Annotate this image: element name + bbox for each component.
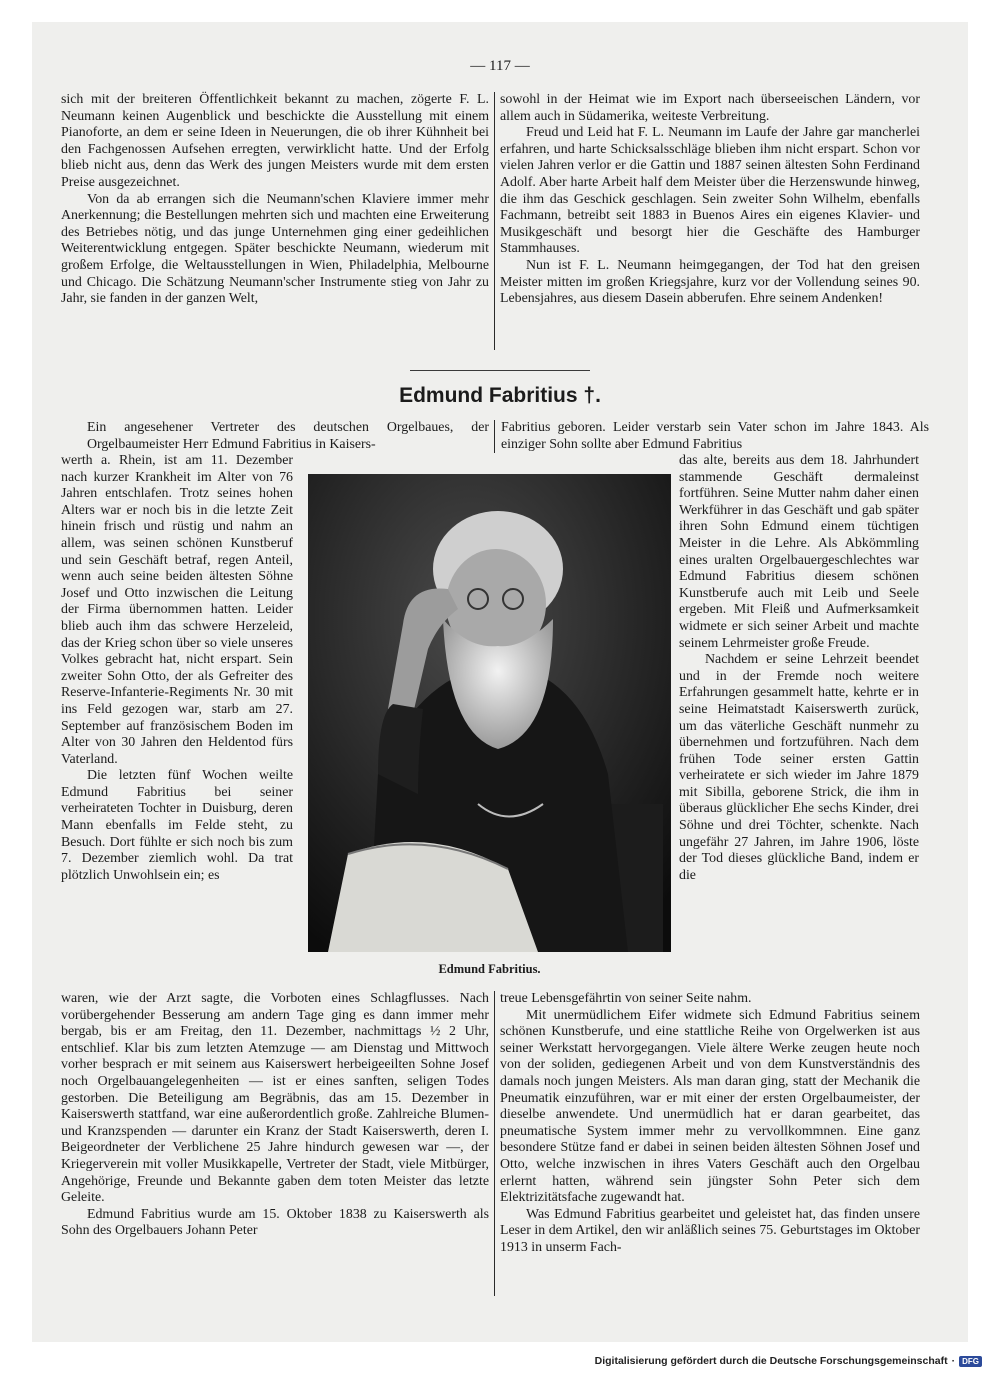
paragraph: sowohl in der Heimat wie im Export nach überseeischen Ländern, vor allem auch in Südamerika, weiteste Verbreitung.: [500, 92, 920, 124]
paragraph: Nachdem er seine Lehrzeit beendet und in der Fremde noch weitere Erfahrungen gesammelt hatte, kehrte er in seine Heimatstadt Kaiserswerth zurück, um das väterliche Geschäft nunmehr zu übernehmen und fortzuführen. Nach dem frühen Tode seiner ersten Gattin verheiratete er sich wieder im Jahre 1879 mit Sibilla, geborene Strick, die ihm in überaus glücklicher Ehe sechs Kinder, drei Söhne und drei Töchter, schenkte. Nach ungefähr 27 Jahren, im Jahre 1906, löste der Tod dieses glückliche Band, indem er die: [679, 652, 919, 883]
narrow-left-column: [61, 453, 293, 884]
paragraph: werth a. Rhein, ist am 11. Dezember nach kurzer Krankheit im Alter von 76 Jahren entschlafen. Trotz seines hohen Alters war er noch bis in die letzte Zeit hinein frisch und rüstig und nahm an allem, was seinen schönen Kunstberuf und sein Geschäft betraf, regen Anteil, wenn auch seine beiden ältesten Söhne Josef und Otto inzwischen die Leitung der Firma übernommen hatten. Leider blieb auch ihm das schwere Herzeleid, das der Krieg schon über so viele unseres Volkes gebracht hat, nicht erspart. Sein zweiter Sohn Otto, der als Gefreiter des Reserve-Infanterie-Regiments Nr. 30 mit ins Feld gezogen war, starb am 27. September auf französischem Boden im Alter von 30 Jahren den Heldentod fürs Vaterland.: [61, 453, 293, 767]
paragraph: Edmund Fabritius wurde am 15. Oktober 1838 zu Kaiserswerth als Sohn des Orgelbauers Johann Peter: [61, 1206, 489, 1239]
paragraph: Freud und Leid hat F. L. Neumann im Laufe der Jahre gar mancherlei erfahren, und harte Schicksalsschläge blieben ihm nicht erspart. Schon vor vielen Jahren verlor er die Gattin und 1887 seinen ältesten Sohn Ferdinand Adolf. Aber harte Arbeit half dem Meister über die Herzenswunde hinweg, die ihm das Geschick geschlagen. Sein zweiter Sohn Wilhelm, ebenfalls Fachmann, betreibt seit 1883 in Buenos Aires ein eigenes Klavier- und Musikgeschäft und besorgt hier die Geschäfte des Hamburger Stammhauses.: [500, 125, 920, 257]
column-divider: [494, 92, 495, 350]
portrait-image: [308, 474, 671, 952]
separator-dot: ·: [951, 1355, 956, 1367]
paragraph: Nun ist F. L. Neumann heimgegangen, der Tod hat den greisen Meister mitten im großen Kriegsjahre, kurz vor der Vollendung seines 90. Lebensjahres, aus diesem Dasein abberufen. Ehre seinem Andenken!: [500, 257, 920, 307]
digitization-credit: [595, 1355, 982, 1367]
intro-right-text: Fabritius geboren. Leider verstarb sein Vater schon im Jahre 1843. Als einziger Sohn sollte aber Edmund Fabritius: [501, 420, 929, 452]
intro-left-text: [61, 420, 489, 453]
top-left-column: [61, 92, 489, 308]
credit-text: Digitalisierung gefördert durch die Deutsche Forschungsgemeinschaft: [594, 1355, 948, 1367]
paragraph: Mit unermüdlichem Eifer widmete sich Edmund Fabritius seinem schönen Kunstberufe, und eine stattliche Reihe von Orgelwerken ist aus seiner Werkstatt hervorgegangen. Viele ältere Werke zeugen heute noch von der soliden, gediegenen Arbeit und von dem Kunstverständnis des damals noch jungen Meisters. Als man daran ging, statt der Mechanik die Pneumatik einzuführen, war er mit einer der ersten Orgelbaumeister, der dieselbe anwendete. Und unermüdlich hat er daran gearbeitet, das pneumatische System immer mehr zu vervollkommnen. Eine ganz besondere Stütze fand er dabei in seinen beiden ältesten Söhnen Josef und Otto, welche inzwischen in ihres Vaters Geschäft auch den Orgelbau erlernt hatten, während sein jüngster Sohn Peter sich dem Elektrizitätsfache zugewandt hat.: [500, 1007, 920, 1206]
bottom-left-column: [61, 991, 489, 1240]
paragraph: Die letzten fünf Wochen weilte Edmund Fabritius bei seiner verheirateten Tochter in Duisburg, deren Mann ebenfalls im Felde steht, zu Besuch. Dort fühlte er sich noch bis zum 7. Dezember ziemlich wohl. Da trat plötzlich Unwohlsein ein; es: [61, 768, 293, 883]
bottom-right-column: [500, 991, 920, 1257]
column-divider: [494, 420, 495, 453]
narrow-right-column: [679, 453, 919, 884]
paragraph: Von da ab errangen sich die Neumann'schen Klaviere immer mehr Anerkennung; die Bestellungen mehrten sich und machten eine Erweiterung des Betriebes nötig, und das junge Unternehmen ging einer gedeihlichen Weiterentwicklung entgegen. Später beschickte Neumann, wiederum mit großem Erfolge, die Weltausstellungen in Wien, Philadelphia, Melbourne und Chicago. Die Schätzung Neumann'scher Instrumente stieg von Jahr zu Jahr, sie fanden in der ganzen Welt,: [61, 191, 489, 307]
article-title: Edmund Fabritius †.: [399, 384, 601, 407]
intro-left-sentence: Ein angesehener Vertreter des deutschen Orgelbaues, der Orgelbaumeister Herr Edmund Fabritius in Kaisers-: [87, 420, 489, 452]
paragraph: das alte, bereits aus dem 18. Jahrhundert stammende Geschäft dermaleinst fortführen. Seine Mutter nahm daher einen Werkführer in das Geschäft und gab später ihren Sohn Edmund einem tüchtigen Meister in die Lehre. Als Abkömmling eines uralten Orgelbauergeschlechtes war Edmund Fabritius diesem schönen Kunstberufe auch mit Leib und Seele ergeben. Mit Fleiß und Aufmerksamkeit widmete er sich seiner Arbeit und machte seinem Lehrmeister große Freude.: [679, 453, 919, 651]
paragraph: treue Lebensgefährtin von seiner Seite nahm.: [500, 991, 752, 1006]
section-divider: [410, 370, 590, 371]
portrait-photo: [308, 474, 671, 952]
paragraph: sich mit der breiteren Öffentlichkeit bekannt zu machen, zögerte F. L. Neumann keinen Augenblick und beschickte die Ausstellung mit einem Pianoforte, an dem er seine Ideen in Neuerungen, die ob ihrer Kühnheit bei den Fachgenossen Aufsehen erregten, verwirklicht hatte. Und der Erfolg blieb nicht aus, denn das Werk des jungen Meisters wurde mit dem ersten Preise ausgezeichnet.: [61, 92, 489, 190]
column-divider: [494, 991, 495, 1296]
dfg-logo: DFG: [959, 1356, 982, 1367]
page-number: — 117 —: [470, 58, 530, 74]
photo-caption: Edmund Fabritius.: [438, 962, 541, 976]
paragraph: Was Edmund Fabritius gearbeitet und geleistet hat, das finden unsere Leser in dem Artikel, den wir anläßlich seines 75. Geburtstages im Oktober 1913 in unserm Fach-: [500, 1206, 920, 1255]
top-right-column: [500, 92, 920, 308]
paragraph: waren, wie der Arzt sagte, die Vorboten eines Schlagflusses. Nach vorübergehender Besserung am andern Tage ging es dann immer mehr bergab, bis er am Freitag, den 11. Dezember, nachmittags ½ 2 Uhr, entschlief. Klar bis zum letzten Atemzuge — am Dienstag und Mittwoch vorher besprach er mit seinem aus Kaiserswert herbeigeeilten Sohne Josef noch Orgelbauangelegenheiten — ist er eines sanften, seligen Todes gestorben. Die Beteiligung am Begräbnis, das am 15. Dezember in Kaiserswerth stattfand, war eine außerordentlich große. Zahlreiche Blumen- und Kranzspenden — darunter ein Kranz der Stadt Kaiserswerth, deren I. Beigeordneter der Verblichene 25 Jahre hindurch gewesen war —, der Kriegerverein mit voller Musikkapelle, Vertreter der Stadt, viele Mitbürger, Angehörige, Freunde und Bekannte gaben dem toten Meister das letzte Geleite.: [61, 991, 489, 1206]
